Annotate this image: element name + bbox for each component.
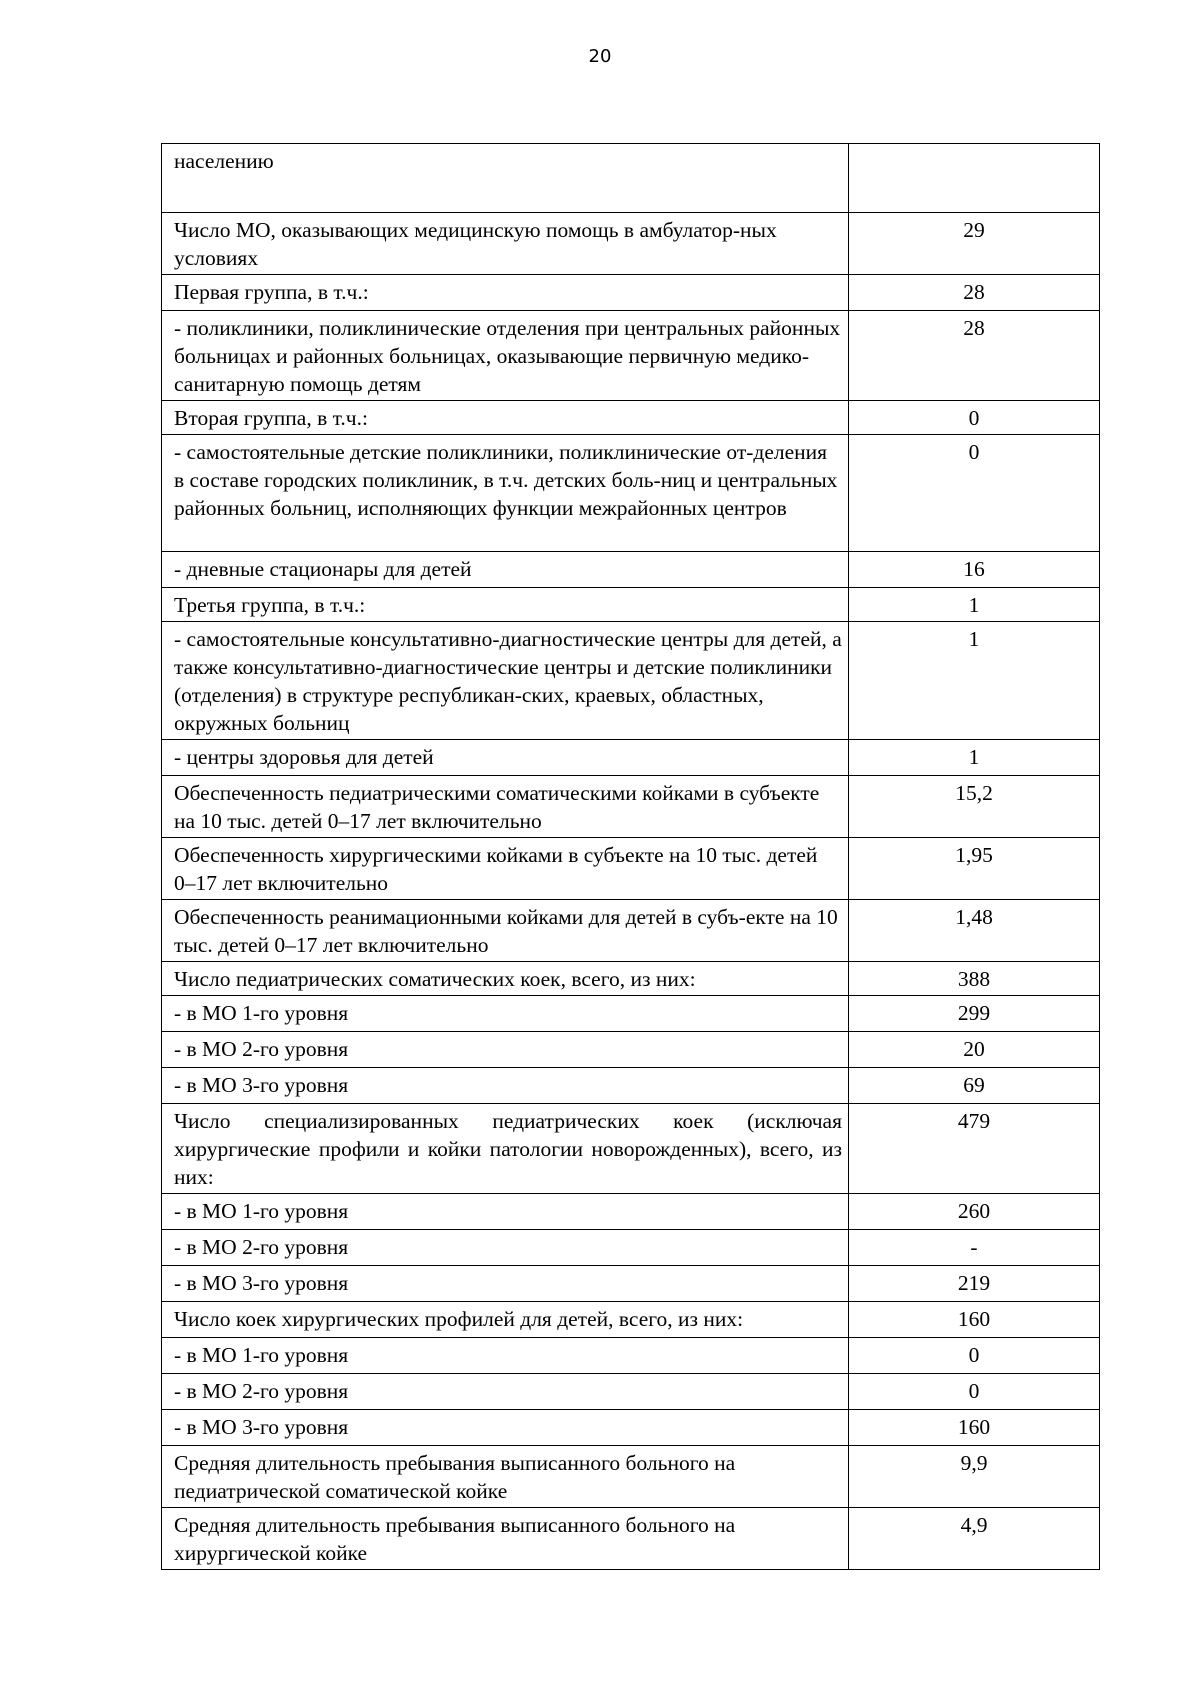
table-row bbox=[162, 1194, 1100, 1230]
table-row bbox=[162, 213, 1100, 275]
row-label: - дневные стационары для детей bbox=[162, 552, 849, 588]
table-row bbox=[162, 1068, 1100, 1104]
row-label: - в МО 1-го уровня bbox=[162, 1194, 849, 1230]
row-label: Средняя длительность пребывания выписанного больного на педиатрической соматической койке bbox=[162, 1446, 849, 1508]
row-label: Обеспеченность реанимационными койками для детей в субъ-екте на 10 тыс. детей 0–17 лет включительно bbox=[162, 900, 849, 962]
row-label: - в МО 3-го уровня bbox=[162, 1266, 849, 1302]
row-label: населению bbox=[162, 144, 849, 213]
row-value: 260 bbox=[849, 1194, 1100, 1230]
row-label: - центры здоровья для детей bbox=[162, 740, 849, 776]
row-value: 29 bbox=[849, 213, 1100, 275]
row-label: Число педиатрических соматических коек, всего, из них: bbox=[162, 962, 849, 996]
row-value: 0 bbox=[849, 401, 1100, 435]
row-label: - в МО 3-го уровня bbox=[162, 1410, 849, 1446]
row-value: - bbox=[849, 1230, 1100, 1266]
table-row bbox=[162, 1508, 1100, 1570]
table-row bbox=[162, 1230, 1100, 1266]
row-label: Средняя длительность пребывания выписанного больного на хирургической койке bbox=[162, 1508, 849, 1570]
table-row bbox=[162, 588, 1100, 622]
row-label: Обеспеченность педиатрическими соматическими койками в субъекте на 10 тыс. детей 0–17 лет включительно bbox=[162, 776, 849, 838]
table-row bbox=[162, 435, 1100, 552]
row-value: 0 bbox=[849, 1338, 1100, 1374]
row-label: Число МО, оказывающих медицинскую помощь в амбулатор-ных условиях bbox=[162, 213, 849, 275]
row-label: - в МО 3-го уровня bbox=[162, 1068, 849, 1104]
table-row bbox=[162, 1104, 1100, 1194]
row-value: 16 bbox=[849, 552, 1100, 588]
row-value: 15,2 bbox=[849, 776, 1100, 838]
table-row bbox=[162, 401, 1100, 435]
row-label: Третья группа, в т.ч.: bbox=[162, 588, 849, 622]
row-label: - самостоятельные консультативно-диагностические центры для детей, а также консультативно-диагностические центры и детские поликлиники (отделения) в структуре республикан-ских, краевых, областных, окружных больниц bbox=[162, 622, 849, 740]
page-number: 20 bbox=[588, 46, 612, 67]
row-value: 9,9 bbox=[849, 1446, 1100, 1508]
statistics-table bbox=[161, 143, 1100, 1570]
row-value: 1,95 bbox=[849, 838, 1100, 900]
row-value: 4,9 bbox=[849, 1508, 1100, 1570]
row-value: 160 bbox=[849, 1410, 1100, 1446]
row-value: 1,48 bbox=[849, 900, 1100, 962]
table-row bbox=[162, 552, 1100, 588]
row-label: - в МО 2-го уровня bbox=[162, 1374, 849, 1410]
row-label: Обеспеченность хирургическими койками в субъекте на 10 тыс. детей 0–17 лет включительно bbox=[162, 838, 849, 900]
table-row bbox=[162, 776, 1100, 838]
table-row bbox=[162, 311, 1100, 401]
table-row bbox=[162, 144, 1100, 213]
row-value: 1 bbox=[849, 622, 1100, 740]
row-value: 219 bbox=[849, 1266, 1100, 1302]
row-value bbox=[849, 144, 1100, 213]
table-row bbox=[162, 622, 1100, 740]
table-row bbox=[162, 1302, 1100, 1338]
row-label: - в МО 1-го уровня bbox=[162, 996, 849, 1032]
table-row bbox=[162, 1266, 1100, 1302]
row-label: - в МО 1-го уровня bbox=[162, 1338, 849, 1374]
table-row bbox=[162, 1446, 1100, 1508]
row-value: 299 bbox=[849, 996, 1100, 1032]
row-value: 0 bbox=[849, 1374, 1100, 1410]
table-row bbox=[162, 838, 1100, 900]
row-label: Вторая группа, в т.ч.: bbox=[162, 401, 849, 435]
row-label: Число коек хирургических профилей для детей, всего, из них: bbox=[162, 1302, 849, 1338]
row-value: 1 bbox=[849, 740, 1100, 776]
row-value: 20 bbox=[849, 1032, 1100, 1068]
table-row bbox=[162, 275, 1100, 311]
row-value: 479 bbox=[849, 1104, 1100, 1194]
table-row bbox=[162, 1032, 1100, 1068]
row-label: - в МО 2-го уровня bbox=[162, 1032, 849, 1068]
row-value: 28 bbox=[849, 275, 1100, 311]
row-value: 1 bbox=[849, 588, 1100, 622]
table-row bbox=[162, 740, 1100, 776]
table-row bbox=[162, 1374, 1100, 1410]
row-label: Число специализированных педиатрических коек (исключая хирургические профили и койки патологии новорожденных), всего, из них: bbox=[162, 1104, 849, 1194]
table-row bbox=[162, 900, 1100, 962]
row-value: 160 bbox=[849, 1302, 1100, 1338]
row-label: - поликлиники, поликлинические отделения при центральных районных больницах и районных больницах, оказывающие первичную медико-санитарную помощь детям bbox=[162, 311, 849, 401]
row-value: 28 bbox=[849, 311, 1100, 401]
table-row bbox=[162, 962, 1100, 996]
row-value: 69 bbox=[849, 1068, 1100, 1104]
row-label: - в МО 2-го уровня bbox=[162, 1230, 849, 1266]
row-value: 0 bbox=[849, 435, 1100, 552]
row-value: 388 bbox=[849, 962, 1100, 996]
row-label: - самостоятельные детские поликлиники, поликлинические от-деления в составе городских поликлиник, в т.ч. детских боль-ниц и центральных районных больниц, исполняющих функции межрайонных центров bbox=[162, 435, 849, 552]
row-label: Первая группа, в т.ч.: bbox=[162, 275, 849, 311]
table-row bbox=[162, 1410, 1100, 1446]
table-row bbox=[162, 996, 1100, 1032]
table-row bbox=[162, 1338, 1100, 1374]
